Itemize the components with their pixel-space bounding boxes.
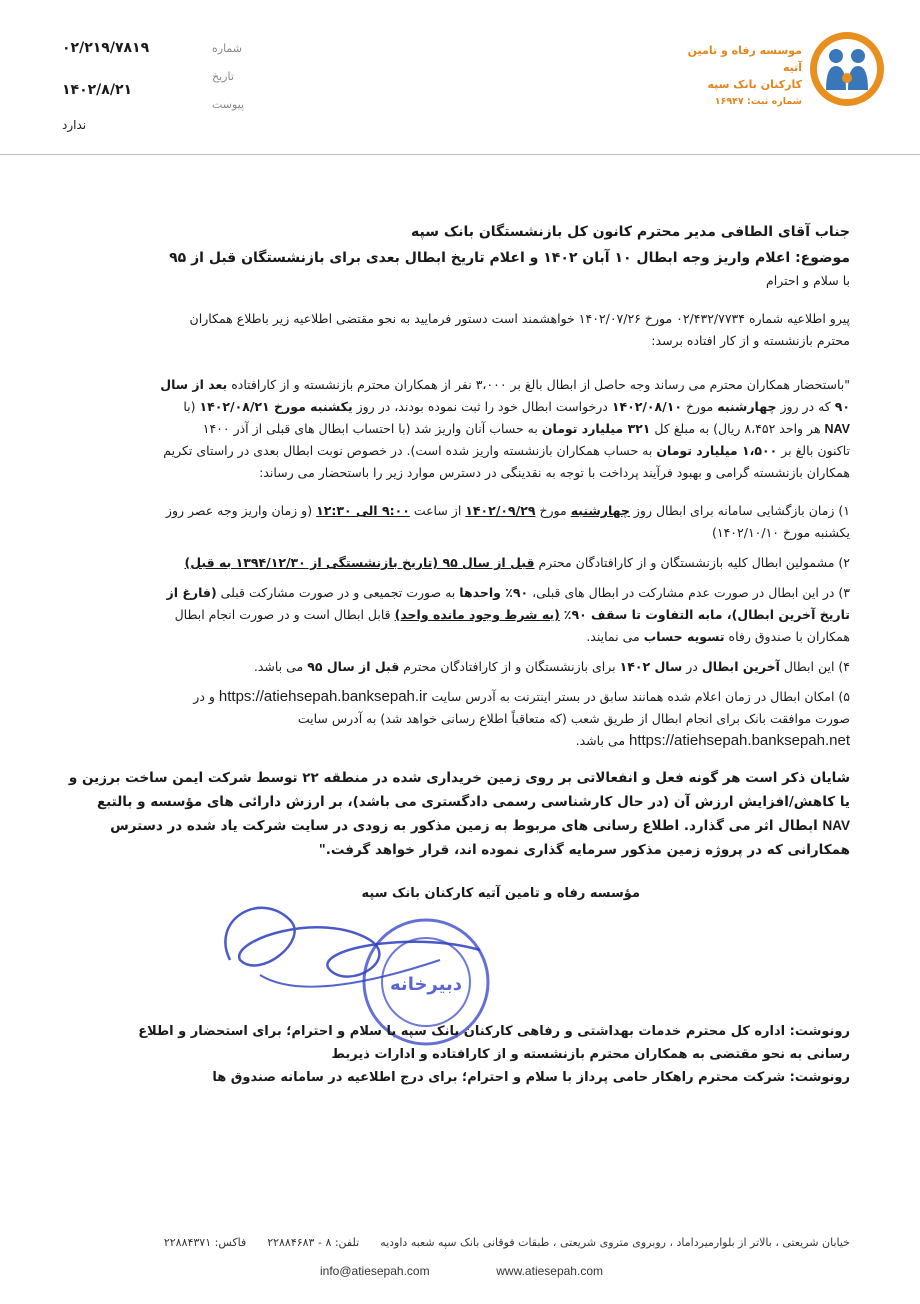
cc1-line2: رسانی به نحو مقتضی به همکاران محترم بازنشسته و از کارافتاده و ادارات ذیربط [331,1047,850,1062]
quote-line-a: "باستحضار همکاران محترم می رساند وجه حاصل از ابطال بالغ بر ۳،۰۰۰ نفر از همکاران محترم بازنشسته و از کارافتاده بعد از سال [160,377,850,392]
letter-attachment [62,98,252,132]
quote-line-b: ۹۰ که در روز چهارشنبه مورخ ۱۴۰۲/۰۸/۱۰ درخواست ابطال خود را ثبت نموده بودند، در روز یکشنبه مورخ ۱۴۰۲/۰۸/۲۱ (با [183,399,850,414]
item-4: ۴) این ابطال آخرین ابطال در سال ۱۴۰۲ برای بازنشستگان و از کارافتادگان محترم قبل از سال ۹۵ می باشد. [253,659,850,674]
stamp-text: دبیرخانه [390,974,462,995]
intro-line2: محترم بازنشسته و از کار افتاده برسد: [651,333,850,348]
footer-website[interactable]: www.atiesepah.com [496,1264,603,1278]
intro [60,308,850,352]
logo-icon [808,30,886,108]
note-paragraph: شایان ذکر است هر گونه فعل و انفعالاتی بر روی زمین خریداری شده در منطقه ۲۲ توسط شرکت ایمن ساخت برزین و یا کاهش/افزایش ارزش آن (در حال کارشناسی رسمی دادگستری می باشد)، بر ارزش دارائی های مؤسسه و بالتبع NAV ابطال اثر می گذارد. اطلاع رسانی های مربوط به زمین مذکور به زودی در سایت شرکت یاد شده در دسترس همکارانی که در پروژه زمین مذکور سرمایه گذاری نموده اند، قرار خواهد گرفت." [68,770,850,858]
footer-fax: فاکس: ۲۲۸۸۴۳۷۱ [163,1236,247,1249]
org-name [672,42,802,110]
number-label: شماره [212,42,243,55]
org-reg: شماره ثبت: ۱۶۹۴۷ [714,96,802,107]
number-value: ۰۲/۲۱۹/۷۸۱۹ [62,40,150,56]
org-line1: موسسه رفاه و تامین آتیه [687,44,802,74]
signature-scribble-icon [200,880,500,1010]
subject: موضوع: اعلام واریز وجه ابطال ۱۰ آبان ۱۴۰۲ و اعلام تاریخ ابطال بعدی برای بازنشستگان قبل از ۹۵ [169,250,850,266]
signature-line: مؤسسه رفاه و تامین آتیه کارکنان بانک سپه [361,886,640,901]
greeting: با سلام و احترام [766,273,850,288]
footer-web [320,1262,603,1280]
attachment-label: پیوست [212,98,245,111]
quote-paragraph [60,374,850,484]
footer-address: خیابان شریعتی ، بالاتر از بلوارمیرداماد ، روبروی متروی شریعتی ، طبقات فوقانی بانک سپه شعبه داودیه [380,1236,850,1249]
quote-line-d: تاکنون بالغ بر ۱،۵۰۰ میلیارد تومان به حساب همکاران بازنشسته واریز شده است). در خصوص نوبت ابطال بعدی در راستای تکریم [163,443,850,458]
item-5: ۵) امکان ابطال در زمان اعلام شده همانند سابق در بستر اینترنت به آدرس سایت https://atiehsepah.banksepah.ir و در صورت موافقت بانک برای انجام ابطال از طریق شعب (که متعاقباً اطلاع رسانی خواهد شد) به آدرس سایت https://atiehsepah.banksepah.net می باشد. [193,688,850,749]
site-link-ir[interactable]: https://atiehsepah.banksepah.ir [218,688,428,705]
site-link-net[interactable]: https://atiehsepah.banksepah.net [628,732,850,749]
cc-section [60,1020,850,1089]
item-1: ۱) زمان بازگشایی سامانه برای ابطال روز چهارشنبه مورخ ۱۴۰۲/۰۹/۲۹ از ساعت ۹:۰۰ الی ۱۲:۳۰ (و زمان واریز وجه عصر روز یکشنبه مورخ ۱۴۰۲/۱۰/۱۰) [165,503,850,540]
attachment-value: ندارد [62,118,87,132]
recipient: جناب آقای الطافی مدیر محترم کانون کل بازنشستگان بانک سپه [411,224,850,240]
item-3: ۳) در این ابطال در صورت عدم مشارکت در ابطال های قبلی، ۹۰٪ واحدها به صورت تجمیعی و در صورت مشارکت قبلی (فارغ از تاریخ آخرین ابطال)، مابه التفاوت تا سقف ۹۰٪ (به شرط وجود مانده واحد) قابل ابطال است و در صورت انجام ابطال همکاران با صندوق رفاه تسویه حساب می نمایند. [166,585,850,644]
item-2: ۲) مشمولین ابطال کلیه بازنشستگان و از کارافتادگان محترم قبل از سال ۹۵ (تاریخ بازنشستگی از ۱۳۹۴/۱۲/۳۰ به قبل) [184,555,850,570]
header-divider [0,154,920,155]
org-line2: کارکنان بانک سپه [707,78,802,91]
date-label: تاریخ [212,70,234,83]
date-value: ۱۴۰۲/۸/۲۱ [62,82,133,98]
letter-date [62,70,252,98]
footer-phone: تلفن: ۸ - ۲۲۸۸۴۶۸۳ [267,1236,360,1249]
quote-line-e: همکاران بازنشسته گرامی و بهبود فرآیند پرداخت با توجه به نقدینگی در دسترس موارد زیر را باستحضار می رساند: [259,465,850,480]
footer-email[interactable]: info@atiesepah.com [320,1264,430,1278]
cc2: رونوشت: شرکت محترم راهکار حامی پرداز با سلام و احترام؛ برای درج اطلاعیه در سامانه صندوق ها [212,1070,850,1085]
quote-line-c: NAV هر واحد ۸،۴۵۲ ریال) به مبلغ کل ۳۲۱ میلیارد تومان به حساب آنان واریز شد (با احتساب ابطال های قبلی از آذر ۱۴۰۰ [202,421,850,436]
letter-number [62,42,252,60]
cc1-line1: رونوشت: اداره کل محترم خدمات بهداشتی و رفاهی کارکنان بانک سپه با سلام و احترام؛ برای استحضار و اطلاع [138,1024,850,1039]
footer-contact [60,1234,850,1252]
letter-body [60,220,850,906]
intro-line1: پیرو اطلاعیه شماره ۰۲/۴۳۲/۷۷۳۴ مورخ ۱۴۰۲/۰۷/۲۶ خواهشمند است دستور فرمایید به نحو مقتضی اطلاعیه زیر باطلاع همکاران [189,311,850,326]
